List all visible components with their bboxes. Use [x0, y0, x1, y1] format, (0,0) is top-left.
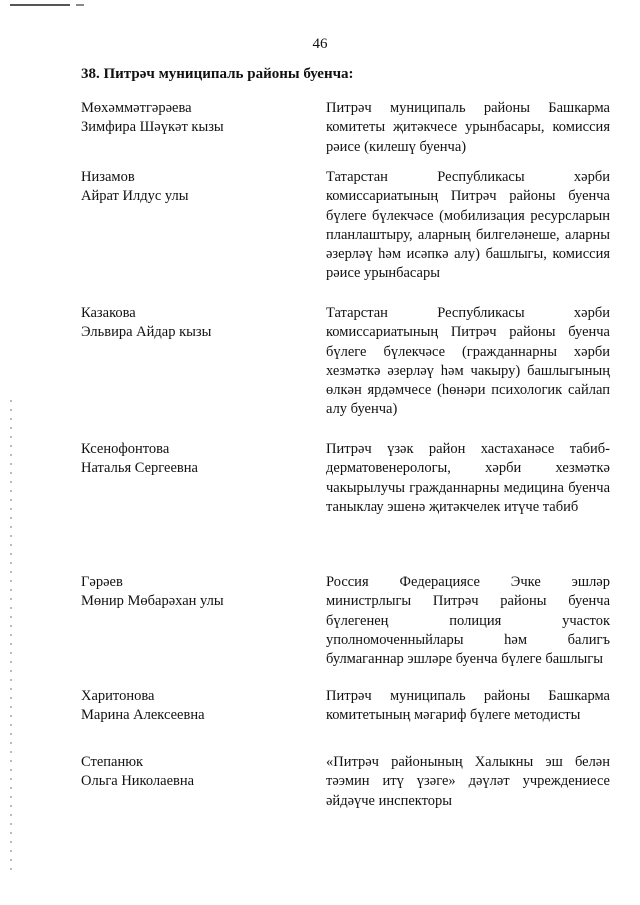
member-position: Питрәч үзәк район хастаханәсе табиб-дерматовенерологы, хәрби хезмәткә чакырылучы гражданнарны медицина буенча таныклау эшенә җитәкчелек итүче табиб — [326, 441, 610, 515]
member-name — [81, 440, 311, 478]
page-number: 46 — [312, 36, 328, 52]
scan-edge-mark — [10, 0, 70, 6]
member-position: Питрәч муниципаль районы Башкарма комитетының мәгариф бүлеге методисты — [326, 688, 610, 724]
member-given-name: Ольга Николаевна — [81, 773, 195, 789]
section-title: 38. Питрәч муниципаль районы буенча: — [81, 66, 354, 82]
scan-margin-dots — [10, 400, 12, 870]
member-name — [81, 573, 311, 611]
member-name — [81, 99, 311, 137]
member-given-name: Эльвира Айдар кызы — [81, 324, 212, 340]
member-position: Питрәч муниципаль районы Башкарма комитеты җитәкчесе урынбасары, комиссия рәисе (килешү буенча) — [326, 100, 610, 155]
member-surname: Казакова — [81, 305, 136, 321]
member-given-name: Мөнир Мөбарәхан улы — [81, 593, 224, 609]
member-given-name: Зимфира Шәүкәт кызы — [81, 119, 224, 135]
scan-edge-mark — [76, 0, 84, 6]
member-position: Россия Федерациясе Эчке эшләр министрлыгы Питрәч районы буенча бүлегенең полиция участок уполномоченныйлары һәм балигъ булмаганнар эшләре буенча бүлеге башлыгы — [326, 574, 610, 668]
member-surname: Степанюк — [81, 754, 144, 770]
member-name — [81, 753, 311, 791]
member-position: «Питрәч районының Халыкны эш белән тәэмин итү үзәге» дәүләт учреждениесе әйдәүче инспекторы — [326, 754, 610, 809]
member-name — [81, 168, 311, 206]
member-given-name: Марина Алексеевна — [81, 707, 205, 723]
member-surname: Низамов — [81, 169, 135, 185]
member-name — [81, 304, 311, 342]
member-given-name: Айрат Илдус улы — [81, 188, 189, 204]
member-position: Татарстан Республикасы хәрби комиссариатының Питрәч районы буенча бүлеге бүлекчәсе (мобилизация ресурсларын планлаштыру, аларның билгеләнеше, аларны әзерләү һәм исәпкә алу) башлыгы, комиссия рәисе урынбасары — [326, 169, 610, 282]
member-given-name: Наталья Сергеевна — [81, 460, 198, 476]
member-surname: Харитонова — [81, 688, 155, 704]
member-surname: Гәрәев — [81, 574, 123, 590]
member-surname: Ксенофонтова — [81, 441, 170, 457]
member-name — [81, 687, 311, 725]
member-surname: Мөхәммәтгәрәева — [81, 100, 192, 116]
member-position: Татарстан Республикасы хәрби комиссариатының Питрәч районы буенча бүлеге бүлекчәсе (гражданнарны хәрби хезмәткә әзерләү һәм чакыру) башлыгының өлкән ярдәмчесе (һөнәри психологик сайлап алу буенча) — [326, 305, 610, 418]
